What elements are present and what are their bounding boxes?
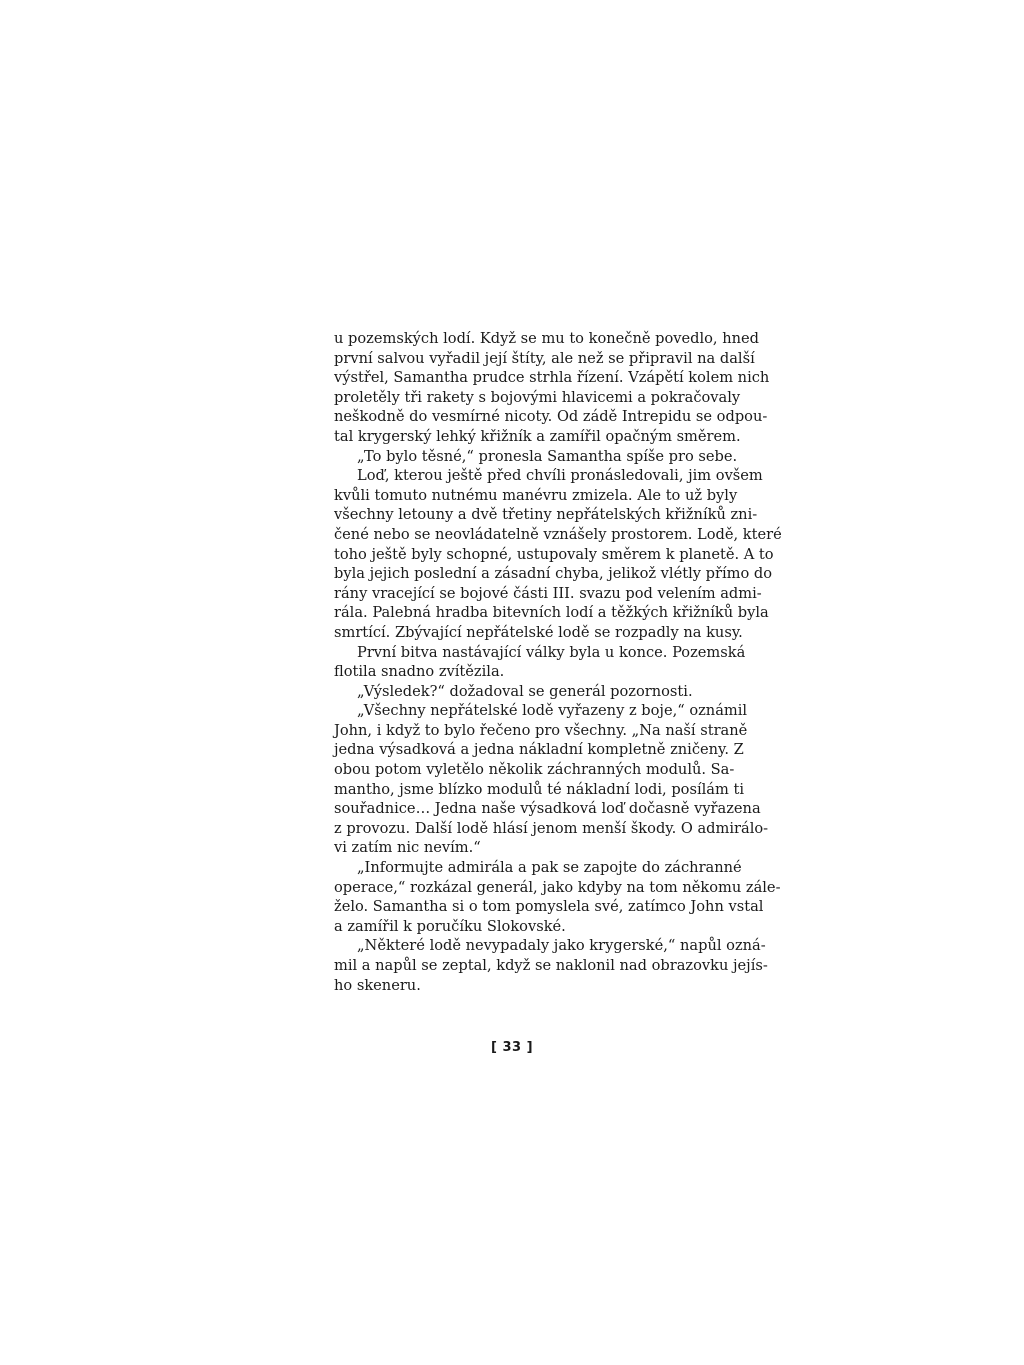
body-text — [334, 329, 782, 995]
text-line: z provozu. Další lodě hlásí jenom menší škody. O admirálo- — [334, 819, 769, 837]
text-line: tal krygerský lehký křižník a zamířil opačným směrem. — [334, 427, 741, 445]
text-line: „Informujte admirála a pak se zapojte do záchranné — [357, 859, 742, 877]
text-line: „Některé lodě nevypadaly jako krygerské,“ napůl ozná- — [357, 937, 766, 955]
text-line: rány vracející se bojové části III. svazu pod velením admi- — [334, 584, 762, 602]
text-line: toho ještě byly schopné, ustupovaly směrem k planetě. A to — [334, 545, 774, 563]
text-line: John, i když to bylo řečeno pro všechny. „Na naší straně — [334, 721, 748, 739]
text-line: operace,“ rozkázal generál, jako kdyby na tom někomu zále- — [334, 878, 781, 896]
text-line: rála. Palebná hradba bitevních lodí a těžkých křižníků byla — [334, 604, 769, 622]
text-line: smrtící. Zbývající nepřátelské lodě se rozpadly na kusy. — [334, 623, 743, 641]
text-line: neškodně do vesmírné nicoty. Od zádě Intrepidu se odpou- — [334, 408, 768, 426]
text-line: flotila snadno zvítězila. — [334, 663, 505, 681]
text-line: první salvou vyřadil její štíty, ale než se připravil na další — [334, 349, 755, 367]
text-line: výstřel, Samantha prudce strhla řízení. Vzápětí kolem nich — [334, 369, 770, 387]
text-line: „Všechny nepřátelské lodě vyřazeny z boje,“ oznámil — [357, 702, 748, 720]
text-line: souřadnice… Jedna naše výsadková loď dočasně vyřazena — [334, 800, 761, 818]
text-line: jedna výsadková a jedna nákladní kompletně zničeny. Z — [334, 741, 744, 759]
text-line: ho skeneru. — [334, 976, 421, 994]
text-line: proletěly tři rakety s bojovými hlavicemi a pokračovaly — [334, 388, 741, 406]
text-line: u pozemských lodí. Když se mu to konečně povedlo, hned — [334, 330, 759, 347]
text-line: „To bylo těsné,“ pronesla Samantha spíše pro sebe. — [357, 447, 738, 465]
text-line: byla jejich poslední a zásadní chyba, jelikož vlétly přímo do — [334, 565, 773, 583]
text-line: kvůli tomuto nutnému manévru zmizela. Ale to už byly — [334, 486, 738, 504]
text-line: vi zatím nic nevím.“ — [334, 839, 481, 857]
text-line: všechny letouny a dvě třetiny nepřátelských křižníků zni- — [334, 506, 758, 524]
text-line: Loď, kterou ještě před chvíli pronásledovali, jim ovšem — [357, 467, 763, 485]
text-line: mantho, jsme blízko modulů té nákladní lodi, posílám ti — [334, 780, 745, 798]
text-line: „Výsledek?“ dožadoval se generál pozornosti. — [357, 682, 693, 700]
text-line: želo. Samantha si o tom pomyslela své, zatímco John vstal — [334, 898, 764, 916]
text-line: a zamířil k poručíku Slokovské. — [334, 917, 566, 935]
text-line: obou potom vyletělo několik záchranných modulů. Sa- — [334, 761, 735, 779]
text-line: mil a napůl se zeptal, když se naklonil nad obrazovku jejís- — [334, 957, 768, 974]
text-line: První bitva nastávající války byla u konce. Pozemská — [357, 643, 746, 661]
page-number: [ 33 ] — [490, 1040, 534, 1055]
text-line: čené nebo se neovládatelně vznášely prostorem. Lodě, které — [334, 525, 782, 543]
